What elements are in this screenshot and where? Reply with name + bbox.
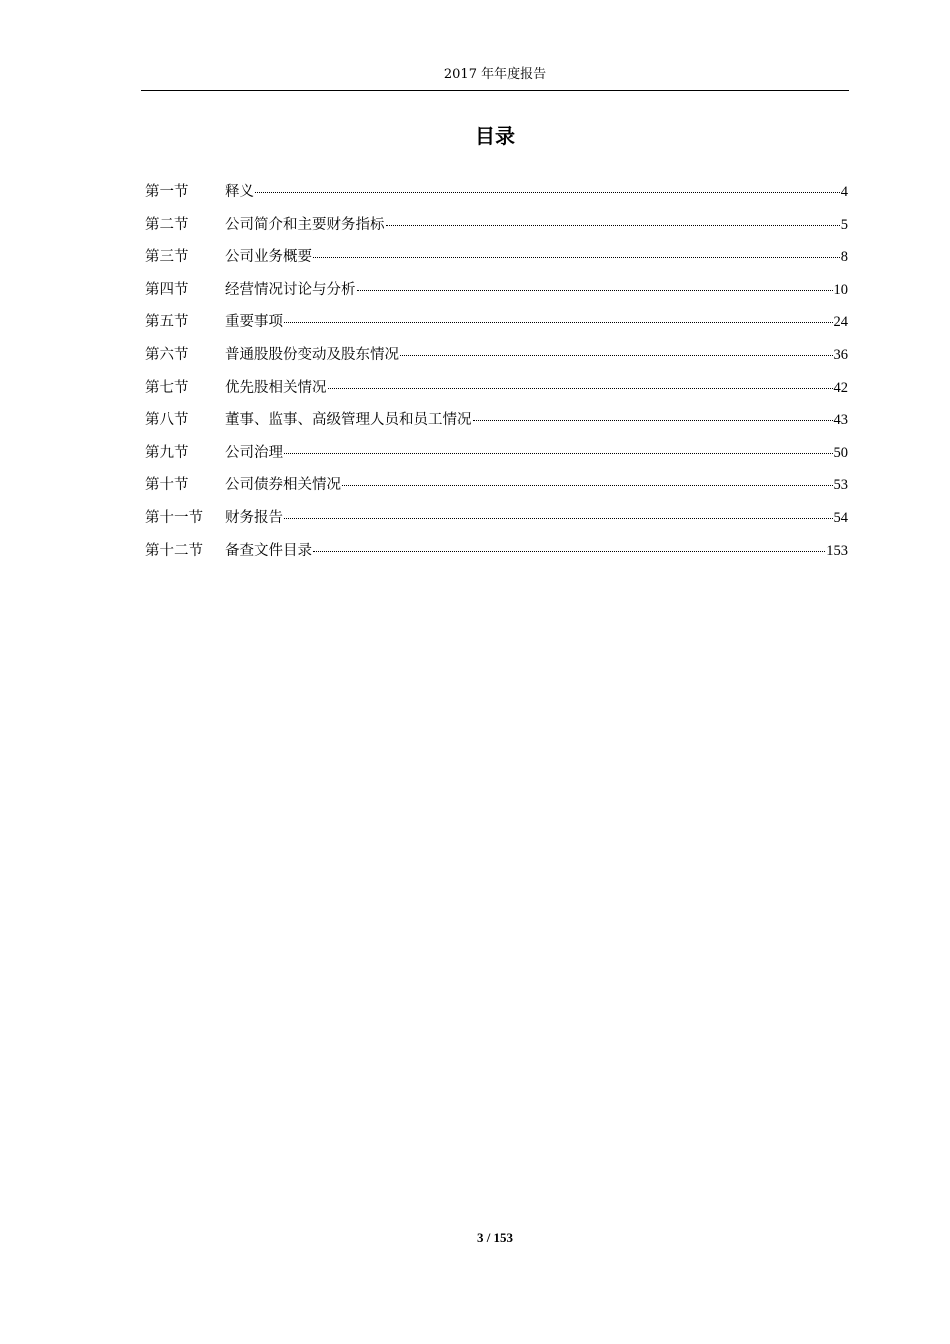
toc-entry-1[interactable]: [145, 176, 848, 209]
toc-page-number: 8: [840, 249, 848, 266]
toc-section-title: 经营情况讨论与分析: [225, 281, 356, 298]
toc-section-title: 备查文件目录: [225, 542, 312, 559]
dot-leader: [357, 290, 833, 291]
toc-section-label: 第七节: [145, 379, 189, 396]
toc-entry-3[interactable]: [145, 241, 848, 274]
toc-entry-9[interactable]: [145, 437, 848, 470]
toc-section-title: 公司治理: [225, 444, 283, 461]
toc-section-label: 第八节: [145, 412, 189, 429]
toc-section-label: 第六节: [145, 346, 189, 363]
toc-page-number: 24: [833, 314, 848, 331]
toc-entry-8[interactable]: [145, 404, 848, 437]
toc-section-label: 第五节: [145, 314, 189, 331]
page-header: [141, 64, 849, 91]
dot-leader: [342, 485, 833, 486]
table-of-contents: [145, 176, 848, 567]
page-footer: [141, 1228, 849, 1248]
dot-leader: [284, 518, 833, 519]
toc-page-number: 42: [833, 379, 848, 396]
toc-section-title: 公司业务概要: [225, 249, 312, 266]
dot-leader: [284, 453, 833, 454]
toc-section-title: 优先股相关情况: [225, 379, 327, 396]
toc-entry-11[interactable]: [145, 502, 848, 535]
dot-leader: [473, 420, 833, 421]
dot-leader: [400, 355, 833, 356]
toc-page-number: 153: [826, 542, 848, 559]
toc-entry-5[interactable]: [145, 306, 848, 339]
toc-entry-10[interactable]: [145, 469, 848, 502]
toc-section-label: 第三节: [145, 249, 189, 266]
toc-section-label: 第二节: [145, 216, 189, 233]
toc-page-number: 50: [833, 444, 848, 461]
toc-entry-6[interactable]: [145, 339, 848, 372]
dot-leader: [284, 322, 833, 323]
dot-leader: [386, 225, 840, 226]
toc-section-label: 第十一节: [145, 509, 203, 526]
toc-section-title: 释义: [225, 184, 254, 200]
toc-section-title: 董事、监事、高级管理人员和员工情况: [225, 412, 472, 429]
toc-entry-2[interactable]: [145, 209, 848, 242]
toc-page-number: 43: [833, 412, 848, 429]
toc-entry-7[interactable]: [145, 372, 848, 405]
dot-leader: [255, 192, 840, 193]
page-title: 目录: [475, 124, 515, 148]
toc-section-label: 第十二节: [145, 542, 203, 559]
toc-section-label: 第十节: [145, 477, 189, 494]
header-text: 2017 年年度报告: [443, 67, 547, 82]
toc-entry-12[interactable]: [145, 535, 848, 568]
toc-page-number: 10: [833, 281, 848, 298]
dot-leader: [328, 388, 833, 389]
toc-page-number: 36: [833, 346, 848, 363]
dot-leader: [313, 551, 825, 552]
dot-leader: [313, 257, 840, 258]
toc-entry-4[interactable]: [145, 274, 848, 307]
toc-page-number: 5: [840, 216, 848, 233]
toc-section-title: 财务报告: [225, 509, 283, 526]
toc-section-label: 第九节: [145, 444, 189, 461]
toc-section-title: 普通股股份变动及股东情况: [225, 346, 399, 363]
toc-section-title: 重要事项: [225, 314, 283, 331]
toc-page-number: 4: [840, 184, 848, 200]
page-indicator: 3 / 153: [476, 1230, 514, 1245]
toc-section-title: 公司债券相关情况: [225, 477, 341, 494]
toc-section-label: 第一节: [145, 184, 189, 200]
toc-page-number: 53: [833, 477, 848, 494]
toc-section-label: 第四节: [145, 281, 189, 298]
toc-page-number: 54: [833, 509, 848, 526]
toc-section-title: 公司简介和主要财务指标: [225, 216, 385, 233]
